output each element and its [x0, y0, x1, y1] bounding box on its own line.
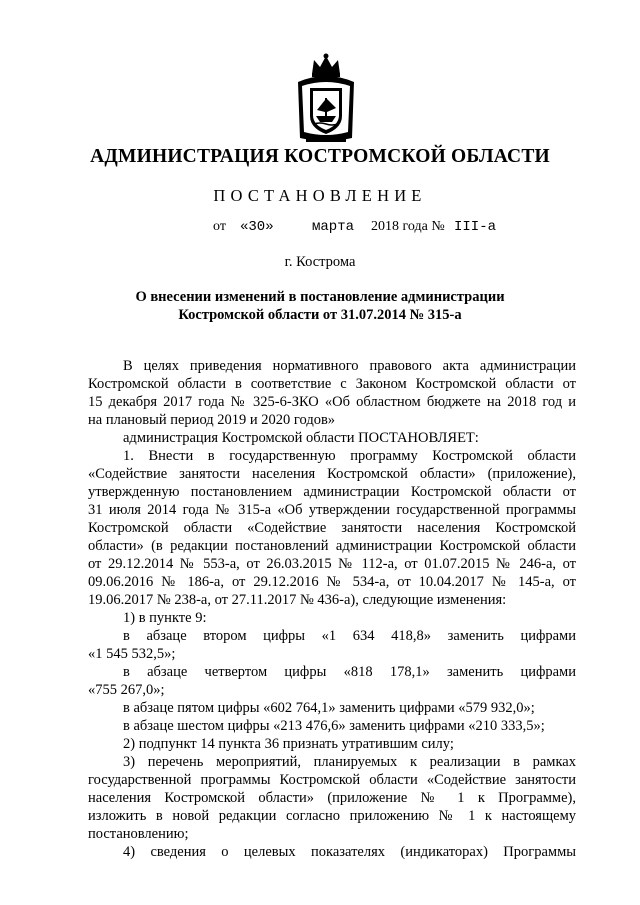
body-line: утвержденную постановлением администрации Костромской области от [88, 484, 576, 500]
body-line: Костромской области «Содействие занятости населения Костромской [88, 520, 576, 536]
doc-type-title: ПОСТАНОВЛЕНИЕ [213, 186, 427, 205]
body-line: на плановый период 2019 и 2020 годов» [88, 412, 336, 428]
date-day: «30» [240, 219, 274, 235]
body-line: государственной программы Костромской области «Содействие занятости [88, 772, 576, 788]
document-subject [0, 288, 640, 324]
body-line: в абзаце шестом цифры «213 476,6» заменить цифрами «210 333,5»; [123, 718, 545, 734]
body-line: 4) сведения о целевых показателях (индикаторах) Программы [123, 844, 576, 860]
body-line: изложить в новой редакции согласно приложению № 1 к настоящему [88, 808, 576, 824]
document-number: III-а [454, 219, 497, 235]
city-name: г. Кострома [284, 254, 356, 270]
date-prefix: от [213, 219, 226, 234]
body-line: 09.06.2016 № 186-а, от 29.12.2016 № 534-а, от 10.04.2017 № 145-а, от [88, 574, 576, 590]
body-line: 2) подпункт 14 пункта 36 признать утратившим силу; [123, 736, 454, 752]
body-line: 15 декабря 2017 года № 325-6-ЗКО «Об областном бюджете на 2018 год и [88, 394, 576, 410]
body-line: в абзаце пятом цифры «602 764,1» заменить цифрами «579 932,0»; [123, 700, 535, 716]
body-line: области» (в редакции постановлений администрации Костромской области [88, 538, 576, 554]
body-line: «1 545 532,5»; [88, 646, 176, 662]
body-line: постановлению; [88, 826, 189, 842]
coat-of-arms-emblem [292, 52, 360, 144]
body-line: населения Костромской области» (приложение № 1 к Программе), [88, 790, 576, 806]
body-line: в абзаце четвертом цифры «818 178,1» заменить цифрами [123, 664, 576, 680]
subject-line: О внесении изменений в постановление администрации [135, 289, 505, 305]
body-line: 1) в пункте 9: [123, 610, 207, 626]
subject-line: Костромской области от 31.07.2014 № 315-а [178, 307, 462, 323]
body-line: «755 267,0»; [88, 682, 165, 698]
body-line: Костромской области в соответствие с Законом Костромской области от [88, 376, 576, 392]
body-line: 31 июля 2014 года № 315-а «Об утверждении государственной программы [88, 502, 576, 518]
org-title: АДМИНИСТРАЦИЯ КОСТРОМСКОЙ ОБЛАСТИ [90, 146, 550, 167]
body-line: в абзаце втором цифры «1 634 418,8» заменить цифрами [123, 628, 576, 644]
body-line: администрация Костромской области ПОСТАНОВЛЯЕТ: [123, 430, 479, 446]
body-line: 1. Внести в государственную программу Костромской области [123, 448, 576, 464]
body-line: от 29.12.2014 № 553-а, от 26.03.2015 № 112-а, от 01.07.2015 № 246-а, от [88, 556, 576, 572]
body-line: 19.06.2017 № 238-а, от 27.11.2017 № 436-а), следующие изменения: [88, 592, 507, 608]
date-month: марта [312, 219, 355, 235]
body-line: «Содействие занятости населения Костромской области» (приложение), [88, 466, 576, 482]
body-line: 3) перечень мероприятий, планируемых к реализации в рамках [123, 754, 576, 770]
body-line: В целях приведения нормативного правового акта администрации [123, 358, 576, 374]
date-year: 2018 года № [371, 219, 445, 234]
